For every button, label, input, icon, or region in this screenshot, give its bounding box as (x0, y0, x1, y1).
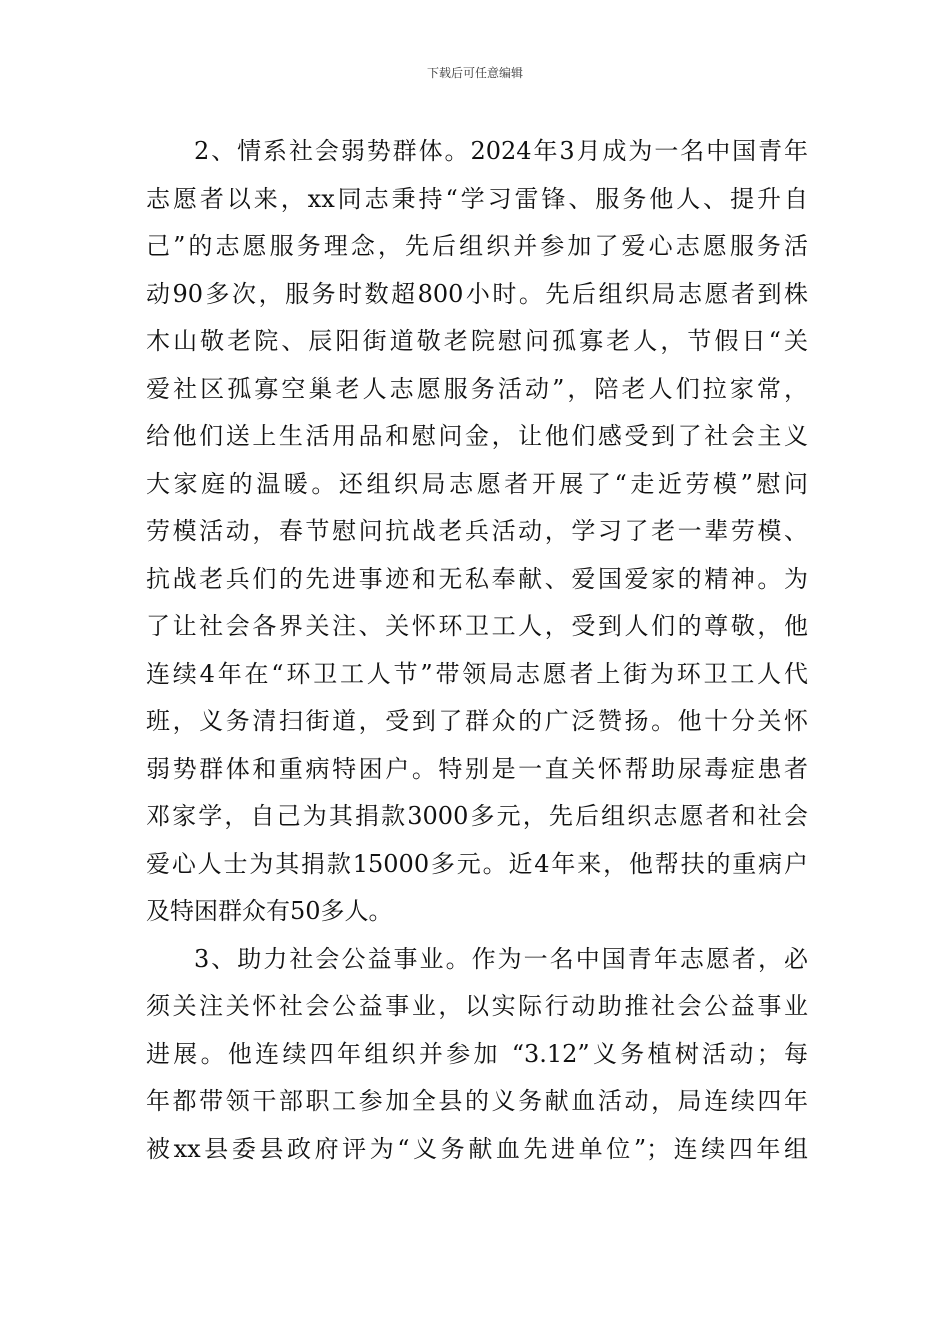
text-line: 3、助力社会公益事业。作为一名中国青年志愿者，必 (194, 944, 808, 973)
paragraph-2 (146, 128, 808, 936)
text-line: 连续4年在“环卫工人节”带领局志愿者上街为环卫工人代 (146, 659, 808, 688)
text-line: 抗战老兵们的先进事迹和无私奉献、爱国爱家的精神。为 (146, 564, 808, 593)
text-line: 己”的志愿服务理念，先后组织并参加了爱心志愿服务活 (146, 232, 808, 260)
text-line: 木山敬老院、辰阳街道敬老院慰问孤寡老人，节假日“关 (146, 327, 808, 355)
text-line: 大家庭的温暖。还组织局志愿者开展了“走近劳模”慰问 (146, 469, 808, 498)
text-line: 班，义务清扫街道，受到了群众的广泛赞扬。他十分关怀 (146, 707, 808, 735)
text-line: 年都带领干部职工参加全县的义务献血活动，局连续四年 (146, 1087, 808, 1115)
document-body (146, 128, 808, 1173)
text-line: 进展。他连续四年组织并参加 “3.12”义务植树活动；每 (146, 1039, 808, 1068)
text-line: 劳模活动，春节慰问抗战老兵活动，学习了老一辈劳模、 (146, 517, 808, 545)
paragraph-3 (146, 936, 808, 1174)
text-line: 爱社区孤寡空巢老人志愿服务活动”，陪老人们拉家常， (146, 374, 808, 403)
text-line: 须关注关怀社会公益事业，以实际行动助推社会公益事业 (146, 992, 808, 1020)
text-line: 动90多次，服务时数超800小时。先后组织局志愿者到株 (146, 279, 808, 308)
text-line: 及特困群众有50多人。 (146, 897, 393, 925)
text-line: 了让社会各界关注、关怀环卫工人，受到人们的尊敬，他 (146, 612, 808, 640)
text-line: 给他们送上生活用品和慰问金，让他们感受到了社会主义 (146, 422, 808, 450)
text-line: 2、情系社会弱势群体。2024年3月成为一名中国青年 (194, 137, 808, 165)
text-line: 被xx县委县政府评为“义务献血先进单位”；连续四年组 (146, 1134, 808, 1163)
text-line: 爱心人士为其捐款15000多元。近4年来，他帮扶的重病户 (146, 849, 808, 878)
text-line: 弱势群体和重病特困户。特别是一直关怀帮助尿毒症患者 (146, 754, 808, 783)
text-line: 志愿者以来，xx同志秉持“学习雷锋、服务他人、提升自 (146, 184, 808, 213)
page-header: 下载后可任意编辑 (426, 66, 523, 80)
text-line: 邓家学，自己为其捐款3000多元，先后组织志愿者和社会 (146, 802, 808, 830)
